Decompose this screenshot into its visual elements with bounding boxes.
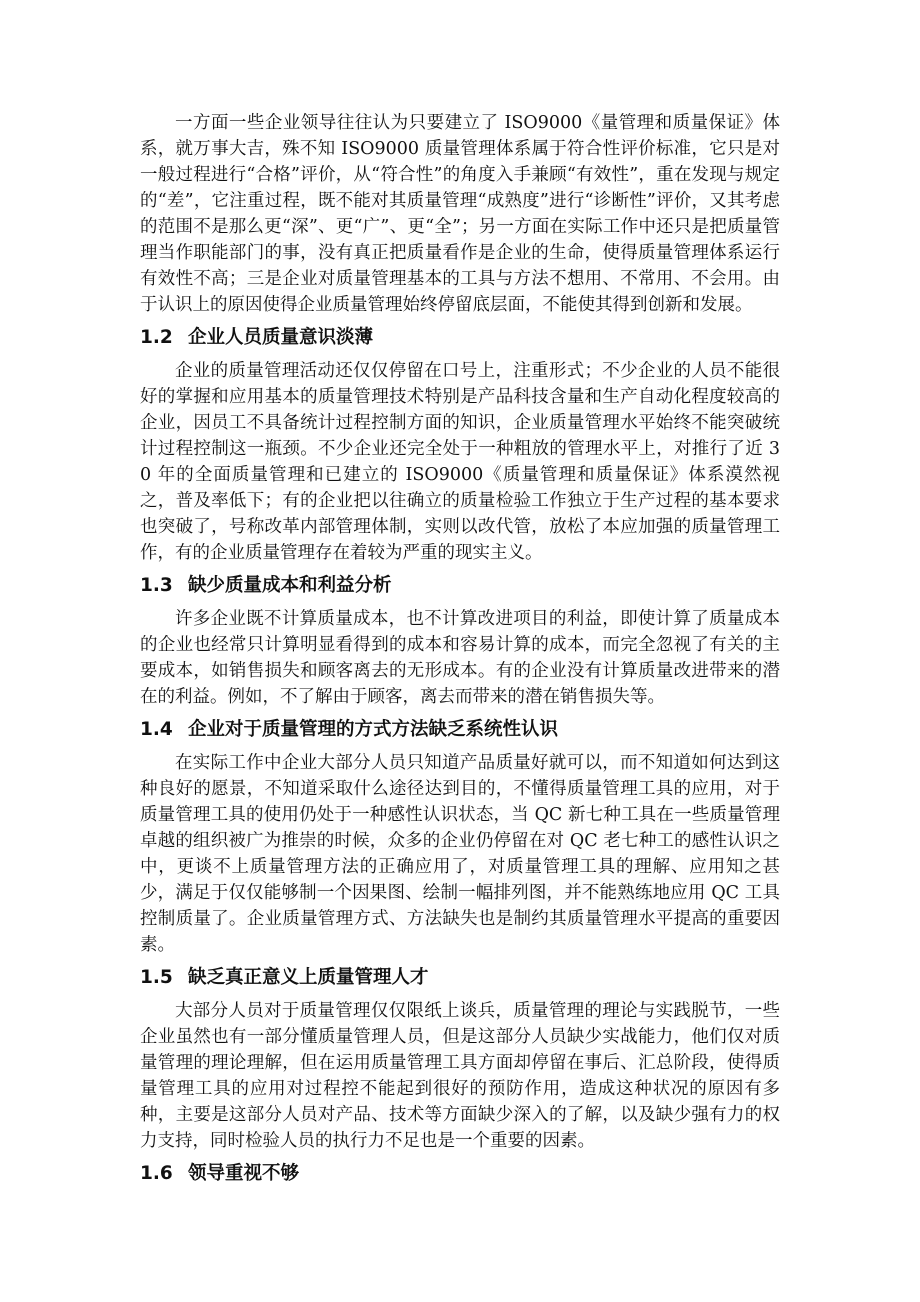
section-title: 缺少质量成本和利益分析 <box>188 575 392 596</box>
section-number: 1.5 <box>140 967 173 988</box>
paragraph-section-1-2: 企业的质量管理活动还仅仅停留在口号上，注重形式；不少企业的人员不能很好的掌握和应用基本的质量管理技术特别是产品科技含量和生产自动化程度较高的企业，因员工不具备统计过程控制方面的知识，企业质量管理水平始终不能突破统计过程控制这一瓶颈。不少企业还完全处于一种粗放的管理水平上，对推行了近 30 年的全面质量管理和已建立的 ISO9000《质量管理和质量保证》体系漠然视之，普及率低下；有的企业把以往确立的质量检验工作独立于生产过程的基本要求也突破了，号称改革内部管理体制，实则以改代管，放松了本应加强的质量管理工作，有的企业质量管理存在着较为严重的现实主义。 <box>140 361 780 563</box>
document-page <box>140 110 780 1194</box>
paragraph-section-1-5: 大部分人员对于质量管理仅仅限纸上谈兵，质量管理的理论与实践脱节，一些企业虽然也有一部分懂质量管理人员，但是这部分人员缺少实战能力，他们仅对质量管理的理论理解，但在运用质量管理工具方面却停留在事后、汇总阶段，使得质量管理工具的应用对过程控不能起到很好的预防作用，造成这种状况的原因有多种，主要是这部分人员对产品、技术等方面缺少深入的了解，以及缺少强有力的权力支持，同时检验人员的执行力不足也是一个重要的因素。 <box>140 1001 780 1151</box>
paragraph-section-1-3: 许多企业既不计算质量成本，也不计算改进项目的利益，即使计算了质量成本的企业也经常只计算明显看得到的成本和容易计算的成本，而完全忽视了有关的主要成本，如销售损失和顾客离去的无形成本。有的企业没有计算质量改进带来的潜在的利益。例如，不了解由于顾客，离去而带来的潜在销售损失等。 <box>140 609 780 707</box>
section-heading-1-3 <box>140 566 780 606</box>
section-heading-1-4 <box>140 710 780 750</box>
paragraph-intro: 一方面一些企业领导往往认为只要建立了 ISO9000《量管理和质量保证》体系，就万事大吉，殊不知 ISO9000 质量管理体系属于符合性评价标准，它只是对一般过程进行“合格”评价，从“符合性”的角度入手兼顾“有效性”，重在发现与规定的“差”，它注重过程，既不能对其质量管理“成熟度”进行“诊断性”评价，又其考虑的范围不是那么更“深”、更“广”、更“全”；另一方面在实际工作中还只是把质量管理当作职能部门的事，没有真正把质量看作是企业的生命，使得质量管理体系运行有效性不高；三是企业对质量管理基本的工具与方法不想用、不常用、不会用。由于认识上的原因使得企业质量管理始终停留底层面，不能使其得到创新和发展。 <box>140 113 780 315</box>
section-title: 缺乏真正意义上质量管理人才 <box>188 967 429 988</box>
section-number: 1.6 <box>140 1163 173 1184</box>
section-title: 领导重视不够 <box>188 1163 300 1184</box>
section-title: 企业对于质量管理的方式方法缺乏系统性认识 <box>188 719 559 740</box>
section-number: 1.2 <box>140 327 173 348</box>
section-number: 1.4 <box>140 719 173 740</box>
section-heading-1-6 <box>140 1154 780 1194</box>
section-heading-1-2 <box>140 318 780 358</box>
section-number: 1.3 <box>140 575 173 596</box>
section-heading-1-5 <box>140 958 780 998</box>
paragraph-section-1-4: 在实际工作中企业大部分人员只知道产品质量好就可以，而不知道如何达到这种良好的愿景，不知道采取什么途径达到目的，不懂得质量管理工具的应用，对于质量管理工具的使用仍处于一种感性认识状态，当 QC 新七种工具在一些质量管理卓越的组织被广为推崇的时候，众多的企业仍停留在对 QC 老七种工的感性认识之中，更谈不上质量管理方法的正确应用了，对质量管理工具的理解、应用知之甚少，满足于仅仅能够制一个因果图、绘制一幅排列图，并不能熟练地应用 QC 工具控制质量了。企业质量管理方式、方法缺失也是制约其质量管理水平提高的重要因素。 <box>140 753 780 955</box>
section-title: 企业人员质量意识淡薄 <box>188 327 374 348</box>
